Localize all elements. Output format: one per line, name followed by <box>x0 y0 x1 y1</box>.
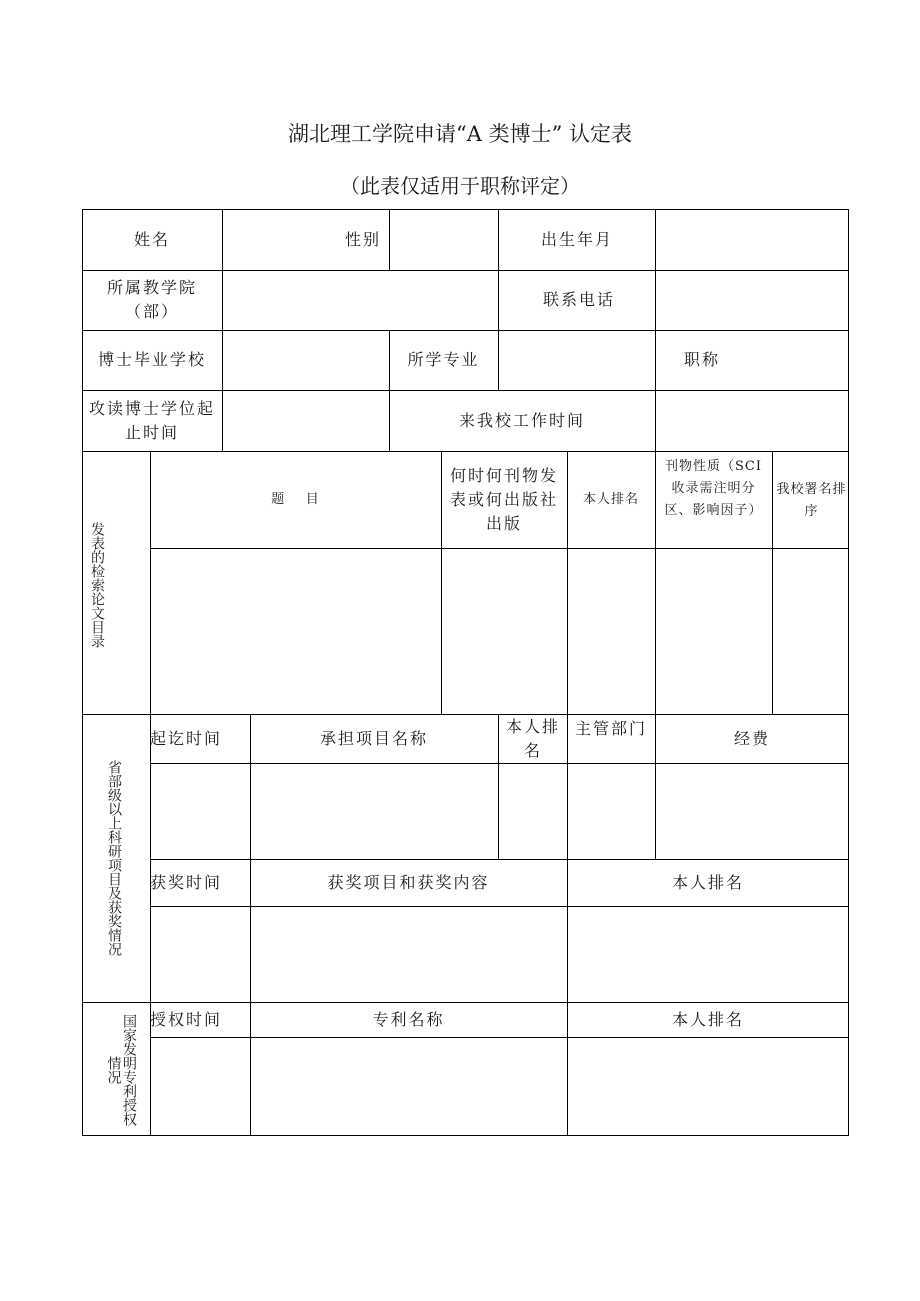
major-label: 所学专业 <box>407 350 480 369</box>
name-label: 姓名 <box>133 229 170 249</box>
award-col-content: 获奖项目和获奖内容 <box>327 872 490 892</box>
papers-col-nature: 刊物性质（SCI收录需注明分区、影响因子） <box>664 458 763 518</box>
patents-col-time: 授权时间 <box>150 1009 223 1029</box>
birth-label: 出生年月 <box>540 229 613 249</box>
research-col-funding: 经费 <box>733 728 770 748</box>
title-label: 职称 <box>683 350 720 369</box>
gender-label: 性别 <box>344 229 381 249</box>
research-col-project: 承担项目名称 <box>319 728 428 748</box>
research-col-rank: 本人排名 <box>505 716 560 760</box>
research-col-dept: 主管部门 <box>574 718 647 738</box>
research-section-label: 省部级以上科研项目及获奖情况 <box>106 760 122 956</box>
papers-col-rank: 本人排名 <box>582 491 639 507</box>
phone-label: 联系电话 <box>542 290 615 309</box>
form-subtitle: （此表仅适用于职称评定） <box>340 174 580 198</box>
study-period-label: 攻读博士学位起止时间 <box>88 398 215 442</box>
research-col-period: 起讫时间 <box>150 728 223 748</box>
award-col-rank: 本人排名 <box>671 872 744 892</box>
patents-section-label: 国家发明专利授权情况 <box>105 1014 137 1126</box>
papers-col-title: 题 目 <box>271 491 320 507</box>
join-time-label: 来我校工作时间 <box>458 410 585 430</box>
form-title: 湖北理工学院申请“A 类博士” 认定表 <box>288 122 632 146</box>
school-label: 博士毕业学校 <box>97 350 206 369</box>
award-col-time: 获奖时间 <box>150 872 223 892</box>
patents-col-rank: 本人排名 <box>671 1009 744 1029</box>
patents-col-name: 专利名称 <box>372 1009 445 1029</box>
college-label: 所属教学院（部） <box>106 278 197 321</box>
papers-col-school-rank: 我校署名排序 <box>776 482 847 519</box>
papers-col-journal: 何时何刊物发表或何出版社出版 <box>449 465 558 533</box>
papers-section-label: 发表的检索论文目录 <box>89 522 105 648</box>
